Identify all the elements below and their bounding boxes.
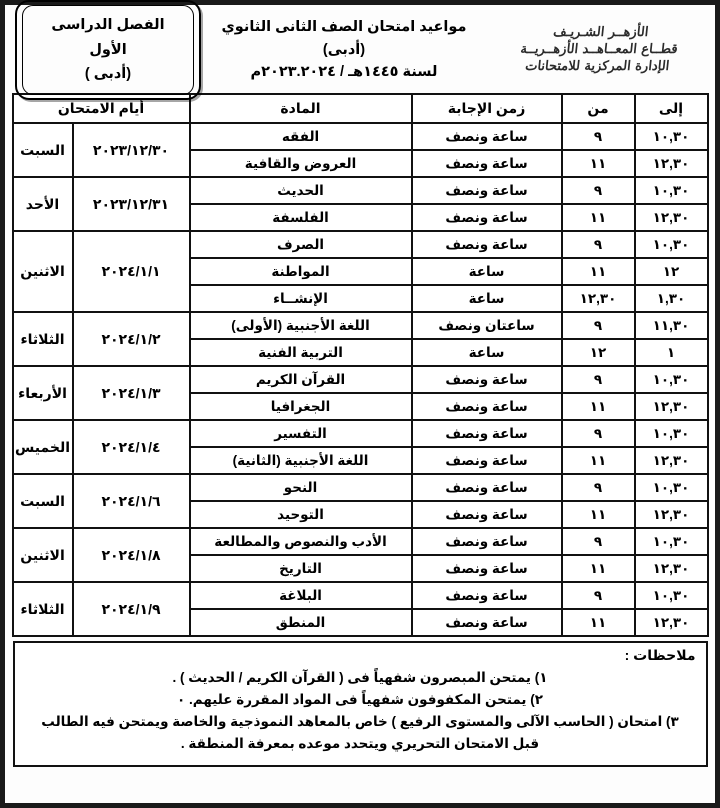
cell-subject: اللغة الأجنبية (الأولى) <box>190 312 412 339</box>
cell-subject: التربية الفنية <box>190 339 412 366</box>
term-badge <box>15 0 201 100</box>
cell-to: ١٠,٣٠ <box>635 366 708 393</box>
cell-from: ١١ <box>562 258 635 285</box>
cell-from: ٩ <box>562 420 635 447</box>
cell-to: ١٢,٣٠ <box>635 150 708 177</box>
cell-day: الثلاثاء <box>13 312 73 366</box>
cell-to: ١٠,٣٠ <box>635 177 708 204</box>
cell-duration: ساعة <box>412 285 562 312</box>
cell-day: الأربعاء <box>13 366 73 420</box>
cell-from: ٩ <box>562 582 635 609</box>
note-item: ٢) يمتحن المكفوفون شفهياً فى المواد المقررة عليهم. ٠ <box>177 691 543 707</box>
cell-to: ١٢ <box>635 258 708 285</box>
cell-duration: ساعة ونصف <box>412 393 562 420</box>
cell-from: ١١ <box>562 204 635 231</box>
cell-from: ١٢,٣٠ <box>562 285 635 312</box>
page-title-line-2: لسنة ١٤٤٥هـ / ٢٠٢٣.٢٠٢٤م <box>250 64 438 81</box>
cell-subject: المواطنة <box>190 258 412 285</box>
column-header-to: إلى <box>635 94 708 123</box>
table-row <box>13 231 708 258</box>
column-header-duration: زمن الإجابة <box>412 94 562 123</box>
cell-from: ١١ <box>562 447 635 474</box>
cell-to: ١٢,٣٠ <box>635 204 708 231</box>
cell-to: ١,٣٠ <box>635 285 708 312</box>
cell-from: ١١ <box>562 150 635 177</box>
cell-from: ٩ <box>562 231 635 258</box>
cell-from: ٩ <box>562 312 635 339</box>
cell-duration: ساعة ونصف <box>412 204 562 231</box>
cell-from: ٩ <box>562 528 635 555</box>
note-item: ٣) امتحان ( الحاسب الآلى والمستوى الرفيع ) خاص بالمعاهد النموذجية والخاصة ويمتحن فيه الطالب قبل الامتحان التحريري ويتحدد موعده بمعرفة المنطقة . <box>41 713 679 751</box>
document-header <box>11 9 709 91</box>
cell-duration: ساعة <box>412 258 562 285</box>
term-badge-inner <box>22 5 194 95</box>
cell-to: ١٠,٣٠ <box>635 231 708 258</box>
cell-to: ١٢,٣٠ <box>635 393 708 420</box>
term-track-label: (أدبى ) <box>84 66 132 83</box>
logo-line-1: الأزهــر الشـريـف <box>552 25 650 41</box>
cell-to: ١٠,٣٠ <box>635 582 708 609</box>
cell-duration: ساعة ونصف <box>412 150 562 177</box>
cell-subject: الفلسفة <box>190 204 412 231</box>
cell-date: ٢٠٢٤/١/١ <box>73 231 190 312</box>
cell-duration: ساعة ونصف <box>412 501 562 528</box>
cell-to: ١٠,٣٠ <box>635 420 708 447</box>
cell-day: الخميس <box>13 420 73 474</box>
cell-subject: العروض والقافية <box>190 150 412 177</box>
cell-to: ١٢,٣٠ <box>635 501 708 528</box>
cell-day: السبت <box>13 123 73 177</box>
cell-day: الأحد <box>13 177 73 231</box>
table-row <box>13 177 708 204</box>
table-row <box>13 312 708 339</box>
cell-to: ١ <box>635 339 708 366</box>
cell-from: ١٢ <box>562 339 635 366</box>
cell-to: ١٠,٣٠ <box>635 528 708 555</box>
cell-date: ٢٠٢٤/١/٣ <box>73 366 190 420</box>
table-body <box>13 123 708 636</box>
cell-duration: ساعتان ونصف <box>412 312 562 339</box>
cell-date: ٢٠٢٣/١٢/٣١ <box>73 177 190 231</box>
cell-subject: الحديث <box>190 177 412 204</box>
cell-to: ١١,٣٠ <box>635 312 708 339</box>
cell-duration: ساعة <box>412 339 562 366</box>
cell-subject: الصرف <box>190 231 412 258</box>
cell-date: ٢٠٢٤/١/٤ <box>73 420 190 474</box>
cell-from: ٩ <box>562 123 635 150</box>
column-header-subject: المادة <box>190 94 412 123</box>
cell-subject: الجغرافيا <box>190 393 412 420</box>
cell-from: ١١ <box>562 501 635 528</box>
cell-duration: ساعة ونصف <box>412 474 562 501</box>
notes-section <box>13 641 708 767</box>
cell-to: ١٢,٣٠ <box>635 447 708 474</box>
note-item: ١) يمتحن المبصرون شفهياً فى ( القرآن الكريم / الحديث ) . <box>172 670 548 685</box>
table-row <box>13 582 708 609</box>
cell-day: الاثنين <box>13 231 73 312</box>
cell-subject: التفسير <box>190 420 412 447</box>
cell-duration: ساعة ونصف <box>412 447 562 474</box>
cell-subject: التوحيد <box>190 501 412 528</box>
cell-subject: المنطق <box>190 609 412 636</box>
column-header-from: من <box>562 94 635 123</box>
cell-duration: ساعة ونصف <box>412 366 562 393</box>
cell-to: ١٢,٣٠ <box>635 555 708 582</box>
cell-date: ٢٠٢٤/١/٦ <box>73 474 190 528</box>
cell-from: ٩ <box>562 177 635 204</box>
cell-from: ١١ <box>562 609 635 636</box>
table-row <box>13 474 708 501</box>
cell-to: ١٠,٣٠ <box>635 474 708 501</box>
cell-day: السبت <box>13 474 73 528</box>
cell-date: ٢٠٢٤/١/٨ <box>73 528 190 582</box>
cell-subject: البلاغة <box>190 582 412 609</box>
cell-subject: الفقه <box>190 123 412 150</box>
term-label: الفصل الدراسى الأول <box>51 17 165 58</box>
cell-subject: الأدب والنصوص والمطالعة <box>190 528 412 555</box>
exam-schedule-table <box>12 93 709 637</box>
cell-date: ٢٠٢٤/١/٢ <box>73 312 190 366</box>
cell-duration: ساعة ونصف <box>412 555 562 582</box>
cell-duration: ساعة ونصف <box>412 123 562 150</box>
cell-duration: ساعة ونصف <box>412 609 562 636</box>
cell-subject: القرآن الكريم <box>190 366 412 393</box>
table-row <box>13 528 708 555</box>
logo-line-3: الإدارة المركزية للامتحانات <box>524 59 671 75</box>
cell-subject: اللغة الأجنبية (الثانية) <box>190 447 412 474</box>
cell-duration: ساعة ونصف <box>412 177 562 204</box>
cell-date: ٢٠٢٤/١/٩ <box>73 582 190 636</box>
cell-to: ١٢,٣٠ <box>635 609 708 636</box>
page-title <box>201 16 487 83</box>
cell-subject: التاريخ <box>190 555 412 582</box>
cell-to: ١٠,٣٠ <box>635 123 708 150</box>
cell-duration: ساعة ونصف <box>412 231 562 258</box>
logo-line-2: قطــاع المعــاهــد الأزهــريــة <box>519 42 679 58</box>
table-row <box>13 420 708 447</box>
notes-title: ملاحظات : <box>624 647 696 663</box>
cell-duration: ساعة ونصف <box>412 528 562 555</box>
cell-day: الاثنين <box>13 528 73 582</box>
page-title-line-1: مواعيد امتحان الصف الثانى الثانوي (أدبى) <box>221 19 467 58</box>
cell-from: ١١ <box>562 393 635 420</box>
cell-subject: النحو <box>190 474 412 501</box>
table-row <box>13 366 708 393</box>
notes-list <box>25 667 696 754</box>
cell-subject: الإنشــاء <box>190 285 412 312</box>
cell-day: الثلاثاء <box>13 582 73 636</box>
cell-duration: ساعة ونصف <box>412 420 562 447</box>
cell-duration: ساعة ونصف <box>412 582 562 609</box>
azhar-logo-text <box>484 24 707 75</box>
cell-from: ١١ <box>562 555 635 582</box>
cell-date: ٢٠٢٣/١٢/٣٠ <box>73 123 190 177</box>
table-row <box>13 123 708 150</box>
column-header-exam-days: أيام الامتحان <box>13 94 190 123</box>
cell-from: ٩ <box>562 474 635 501</box>
cell-from: ٩ <box>562 366 635 393</box>
